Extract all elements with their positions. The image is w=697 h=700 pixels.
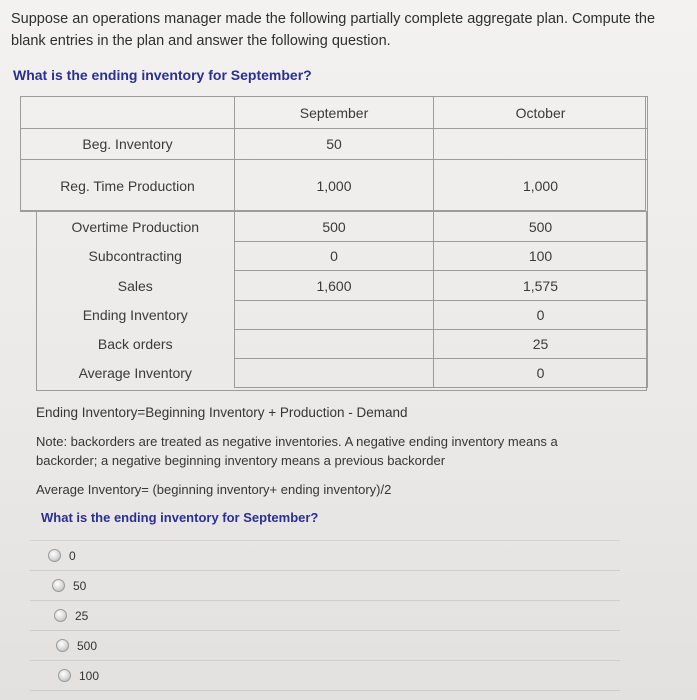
cell-sep-beg-inventory: 50	[235, 129, 434, 160]
radio-button-icon[interactable]	[48, 549, 61, 562]
option-50[interactable]	[30, 571, 620, 601]
row-label-back-orders: Back orders	[97, 336, 173, 352]
option-100[interactable]	[30, 661, 620, 691]
cell-oct-overtime: 500	[434, 212, 648, 242]
header-october: October	[434, 97, 648, 129]
cell-sep-average-inventory	[235, 359, 434, 388]
question-repeat: What is the ending inventory for September?	[41, 510, 319, 525]
cell-oct-average-inventory: 0	[434, 359, 648, 388]
option-25[interactable]	[30, 601, 620, 631]
option-label: 500	[77, 638, 98, 653]
cell-oct-ending-inventory: 0	[434, 301, 648, 330]
ending-inventory-formula: Ending Inventory=Beginning Inventory + Production - Demand	[36, 405, 408, 420]
row-label-reg-time: Reg. Time Production	[21, 160, 235, 212]
cell-oct-reg-time: 1,000	[434, 160, 648, 212]
answer-options	[30, 540, 620, 691]
row-label-average-inventory: Average Inventory	[78, 365, 192, 381]
row-label-overtime: Overtime Production	[71, 218, 200, 235]
option-label: 50	[73, 578, 87, 593]
cell-oct-sales: 1,575	[434, 271, 648, 301]
notes-section	[36, 403, 596, 509]
option-label: 25	[75, 608, 89, 623]
radio-button-icon[interactable]	[52, 579, 65, 592]
row-label-beg-inventory: Beg. Inventory	[21, 129, 235, 160]
backorder-note: Note: backorders are treated as negative inventories. A negative ending inventory means a backorder; a negative beginning inventory means a previous backorder	[36, 434, 558, 468]
option-label: 100	[79, 668, 100, 683]
header-september: September	[235, 97, 434, 129]
row-label-subcontracting: Subcontracting	[88, 248, 182, 264]
radio-button-icon[interactable]	[58, 669, 71, 682]
cell-sep-reg-time: 1,000	[235, 160, 434, 212]
option-label: 0	[69, 548, 76, 563]
cell-oct-back-orders: 25	[434, 330, 648, 359]
cell-sep-ending-inventory	[235, 301, 434, 330]
average-inventory-formula: Average Inventory= (beginning inventory+ ending inventory)/2	[36, 482, 392, 497]
radio-button-icon[interactable]	[56, 639, 69, 652]
cell-sep-sales: 1,600	[235, 271, 434, 301]
cell-sep-subcontracting: 0	[235, 242, 434, 271]
row-label-sales: Sales	[117, 277, 153, 294]
cell-oct-beg-inventory	[434, 129, 648, 160]
problem-intro: Suppose an operations manager made the following partially complete aggregate plan. Compute the blank entries in the plan and answer the following question.	[11, 11, 656, 49]
header-empty	[21, 97, 235, 129]
cell-sep-overtime: 500	[235, 212, 434, 242]
aggregate-plan-table	[20, 96, 648, 388]
radio-button-icon[interactable]	[54, 609, 67, 622]
question-heading: What is the ending inventory for September?	[13, 67, 312, 83]
option-500[interactable]	[30, 631, 620, 661]
cell-oct-subcontracting: 100	[434, 242, 648, 271]
option-0[interactable]	[30, 540, 620, 571]
row-label-ending-inventory: Ending Inventory	[82, 307, 188, 323]
cell-sep-back-orders	[235, 330, 434, 359]
